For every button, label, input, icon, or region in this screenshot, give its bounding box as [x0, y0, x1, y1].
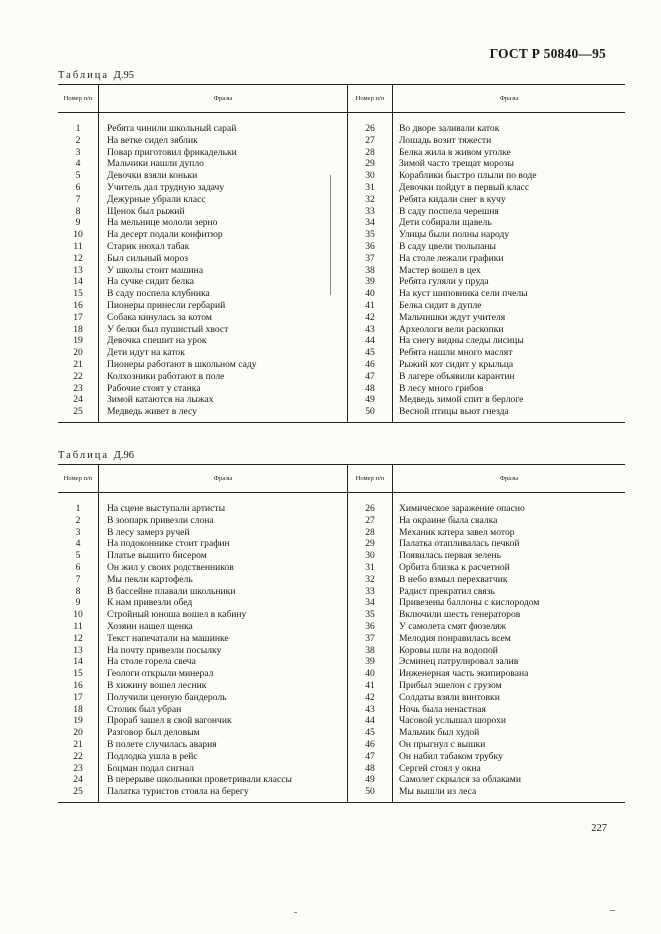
- phrase-text: Разговор был деловым: [99, 727, 348, 739]
- phrase-text: Радист прекратил связь: [399, 585, 495, 597]
- table-row: [58, 751, 625, 763]
- row-number: 12: [58, 633, 99, 645]
- table-row: [58, 692, 625, 704]
- row-number: 29: [348, 538, 393, 550]
- row-number: 34: [348, 597, 393, 609]
- phrase-text: Инженерная часть экипирована: [399, 668, 529, 680]
- row-number: 24: [58, 774, 99, 786]
- row-number: 1: [58, 123, 99, 135]
- row-number: 32: [348, 194, 393, 206]
- phrase-text: В лесу много грибов: [399, 382, 484, 394]
- row-number: 31: [348, 562, 393, 574]
- row-number: 21: [58, 359, 99, 371]
- column-header-phrases: Фразы: [99, 85, 348, 113]
- phrase-text: В небо взмыл перехватчик: [399, 573, 508, 585]
- table-row: [58, 739, 625, 751]
- phrase-text: В саду цвели тюльпаны: [399, 240, 496, 252]
- row-number: 27: [348, 515, 393, 527]
- table-row: [58, 265, 625, 277]
- phrase-text: Коровы шли на водопой: [399, 644, 498, 656]
- phrase-text: В саду поспела черешня: [399, 205, 499, 217]
- table-row: [58, 574, 625, 586]
- phrase-text: У школы стоит машина: [99, 265, 348, 277]
- row-number: 35: [348, 229, 393, 241]
- row-number: 30: [348, 550, 393, 562]
- row-number: 25: [58, 786, 99, 802]
- row-number: 15: [58, 668, 99, 680]
- table-row: [58, 206, 625, 218]
- phrase-text: Во дворе заливали каток: [399, 123, 500, 134]
- row-number: 27: [348, 135, 393, 147]
- row-number: 28: [348, 147, 393, 159]
- row-number: 19: [58, 335, 99, 347]
- row-number: 14: [58, 276, 99, 288]
- row-number: 11: [58, 621, 99, 633]
- spacer-cell: [348, 113, 393, 124]
- phrase-text: Мы пекли картофель: [99, 574, 348, 586]
- phrase-text: На ветке сидел зяблик: [99, 135, 348, 147]
- column-header-number: Номер п/п: [58, 85, 99, 113]
- phrase-text: Медведь зимой спит в берлоге: [399, 394, 524, 406]
- table-row: [58, 774, 625, 786]
- row-number: 1: [58, 503, 99, 515]
- phrase-text: На сучке сидит белка: [99, 276, 348, 288]
- row-number: 3: [58, 147, 99, 159]
- table-row: [58, 597, 625, 609]
- table-row: [58, 170, 625, 182]
- phrase-text: Щенок был рыжий: [99, 206, 348, 218]
- row-number: 26: [348, 123, 393, 135]
- row-number: 23: [58, 383, 99, 395]
- row-number: 18: [58, 704, 99, 716]
- phrase-text: Дети собирали щавель: [399, 217, 492, 229]
- phrase-text: Боцман подал сигнал: [99, 763, 348, 775]
- row-number: 45: [348, 347, 393, 359]
- phrase-text: На мельнице мололи зерно: [99, 217, 348, 229]
- phrase-text: Дети идут на каток: [99, 347, 348, 359]
- phrase-text: Привезены баллоны с кислородом: [399, 597, 540, 609]
- spacer-cell: [58, 113, 99, 124]
- row-number: 17: [58, 312, 99, 324]
- phrase-text: Столик был убран: [99, 704, 348, 716]
- table-row: [58, 406, 625, 422]
- table-row: [58, 527, 625, 539]
- row-number: 2: [58, 135, 99, 147]
- table-row: [58, 383, 625, 395]
- table-row: [58, 704, 625, 716]
- phrase-text: У белки был пушистый хвост: [99, 324, 348, 336]
- document-standard-code: ГОСТ Р 50840—95: [489, 46, 606, 61]
- column-header-number: Номер п/п: [58, 465, 99, 493]
- phrase-text: Орбита близка к расчетной: [399, 561, 510, 573]
- page-number: 227: [591, 823, 607, 834]
- phrase-text: Учитель дал трудную задачу: [99, 182, 348, 194]
- table-row: [58, 135, 625, 147]
- row-number: 50: [348, 786, 393, 802]
- row-number: 9: [58, 597, 99, 609]
- row-number: 16: [58, 300, 99, 312]
- row-number: 46: [348, 359, 393, 371]
- phrase-text: Он набил табаком трубку: [399, 750, 503, 762]
- row-number: 39: [348, 656, 393, 668]
- table-header-row: [58, 85, 625, 113]
- phrase-text: Прибыл эшелон с грузом: [399, 679, 502, 691]
- scan-artifact-line: [330, 175, 331, 295]
- phrase-text: В лагере объявили карантин: [399, 370, 515, 382]
- table-row: [58, 562, 625, 574]
- table-row: [58, 300, 625, 312]
- row-number: 18: [58, 324, 99, 336]
- row-number: 34: [348, 217, 393, 229]
- table-row: [58, 668, 625, 680]
- phrase-text: Эсминец патрулировал залив: [399, 656, 519, 668]
- row-number: 42: [348, 312, 393, 324]
- row-number: 46: [348, 739, 393, 751]
- table-row: [58, 680, 625, 692]
- phrase-text: На десерт подали конфитюр: [99, 229, 348, 241]
- row-number: 39: [348, 276, 393, 288]
- row-number: 26: [348, 503, 393, 515]
- phrase-text: Он прыгнул с вышки: [399, 738, 486, 750]
- phrase-text: Палатка отапливалась печкой: [399, 538, 520, 550]
- row-number: 16: [58, 680, 99, 692]
- column-header-phrases: Фразы: [393, 465, 626, 493]
- spacer-cell: [393, 113, 626, 124]
- phrase-text: Дежурные убрали класс: [99, 194, 348, 206]
- table-row: [58, 147, 625, 159]
- phrase-text: Кораблики быстро плыли по воде: [399, 170, 537, 182]
- table-row: [58, 335, 625, 347]
- row-number: 43: [348, 324, 393, 336]
- row-number: 25: [58, 406, 99, 422]
- table-caption: [58, 450, 134, 461]
- row-number: 8: [58, 206, 99, 218]
- row-number: 8: [58, 586, 99, 598]
- row-number: 49: [348, 394, 393, 406]
- phrase-text: Колхозники работают в поле: [99, 371, 348, 383]
- row-number: 44: [348, 715, 393, 727]
- phrase-text: Повар приготовил фрикадельки: [99, 147, 348, 159]
- row-number: 38: [348, 265, 393, 277]
- phrase-text: Белка сидит в дупле: [399, 299, 482, 311]
- row-number: 11: [58, 241, 99, 253]
- table-caption-number: Д.96: [113, 450, 134, 461]
- table-row: [58, 229, 625, 241]
- phrase-text: Пионеры принесли гербарий: [99, 300, 348, 312]
- spacer-cell: [58, 493, 99, 504]
- phrase-text: Собака кинулась за котом: [99, 312, 348, 324]
- table-row: [58, 276, 625, 288]
- row-number: 23: [58, 763, 99, 775]
- table-row: [58, 253, 625, 265]
- row-number: 30: [348, 170, 393, 182]
- row-number: 49: [348, 774, 393, 786]
- row-number: 24: [58, 394, 99, 406]
- phrase-text: Появилась первая зелень: [399, 550, 501, 562]
- table-row: [58, 727, 625, 739]
- phrase-text: Зимой катаются на лыжах: [99, 394, 348, 406]
- table-row: [58, 633, 625, 645]
- phrase-text: Текст напечатали на машинке: [99, 633, 348, 645]
- row-number: 19: [58, 715, 99, 727]
- row-number: 5: [58, 550, 99, 562]
- row-number: 15: [58, 288, 99, 300]
- phrase-text: В полете случилась авария: [99, 739, 348, 751]
- table-row: [58, 503, 625, 515]
- phrase-text: В хижину вошел лесник: [99, 680, 348, 692]
- column-header-phrases: Фразы: [99, 465, 348, 493]
- row-number: 10: [58, 229, 99, 241]
- row-number: 6: [58, 562, 99, 574]
- table-row: [58, 182, 625, 194]
- table-row: [58, 645, 625, 657]
- table-row: [58, 371, 625, 383]
- row-number: 5: [58, 170, 99, 182]
- row-number: 20: [58, 347, 99, 359]
- row-number: 45: [348, 727, 393, 739]
- phrase-text: Самолет скрылся за облаками: [399, 774, 521, 786]
- phrase-text: На окраине была свалка: [399, 514, 498, 526]
- phrase-text: Получили ценную бандероль: [99, 692, 348, 704]
- phrase-table: [58, 84, 625, 423]
- table-spacer-row: [58, 493, 625, 504]
- row-number: 22: [58, 371, 99, 383]
- phrase-text: Был сильный мороз: [99, 253, 348, 265]
- phrase-text: Ребята нашли много маслят: [399, 347, 513, 359]
- phrase-text: Весной птицы вьют гнезда: [393, 406, 626, 422]
- phrase-text: Прораб зашел в свой вагончик: [99, 715, 348, 727]
- row-number: 44: [348, 335, 393, 347]
- phrase-text: Пионеры работают в школьном саду: [99, 359, 348, 371]
- spacer-cell: [99, 493, 348, 504]
- phrase-text: Старик нюхал табак: [99, 241, 348, 253]
- row-number: 13: [58, 645, 99, 657]
- phrase-text: На снегу видны следы лисицы: [399, 335, 524, 347]
- table-row: [58, 763, 625, 775]
- phrase-text: Ребята кидали снег в кучу: [399, 193, 506, 205]
- table-row: [58, 538, 625, 550]
- table-row: [58, 123, 625, 135]
- table-row: [58, 515, 625, 527]
- row-number: 33: [348, 586, 393, 598]
- row-number: 6: [58, 182, 99, 194]
- phrase-text: Мальчики нашли дупло: [99, 158, 348, 170]
- phrase-text: Часовой услышал шорохи: [399, 715, 507, 727]
- column-header-number: Номер п/п: [348, 85, 393, 113]
- phrase-text: Зимой часто трещат морозы: [399, 158, 514, 170]
- phrase-text: В саду поспела клубника: [99, 288, 348, 300]
- phrase-text: Девочки взяли коньки: [99, 170, 348, 182]
- row-number: 20: [58, 727, 99, 739]
- phrase-text: В бассейне плавали школьники: [99, 586, 348, 598]
- phrase-text: В перерыве школьники проветривали классы: [99, 774, 348, 786]
- phrase-text: В зоопарк привезли слона: [99, 515, 348, 527]
- phrase-text: Мальчик был худой: [399, 727, 480, 739]
- row-number: 14: [58, 656, 99, 668]
- spacer-cell: [348, 493, 393, 504]
- phrase-text: К нам привезли обед: [99, 597, 348, 609]
- row-number: 36: [348, 241, 393, 253]
- scan-artifact-dot: [294, 912, 297, 913]
- phrase-text: У самолета смят фюзеляж: [399, 620, 507, 632]
- spacer-cell: [99, 113, 348, 124]
- spacer-cell: [393, 493, 626, 504]
- phrase-text: Сергей стоял у окна: [399, 762, 481, 774]
- table-row: [58, 347, 625, 359]
- phrase-text: Медведь живет в лесу: [99, 406, 348, 422]
- phrase-text: Платье вышито бисером: [99, 550, 348, 562]
- row-number: 2: [58, 515, 99, 527]
- row-number: 4: [58, 538, 99, 550]
- row-number: 40: [348, 668, 393, 680]
- row-number: 3: [58, 527, 99, 539]
- row-number: 37: [348, 253, 393, 265]
- phrase-text: Мелодия понравилась всем: [399, 632, 511, 644]
- row-number: 13: [58, 265, 99, 277]
- phrase-text: Девочки пойдут в первый класс: [399, 181, 530, 193]
- row-number: 22: [58, 751, 99, 763]
- table-header-row: [58, 465, 625, 493]
- row-number: 21: [58, 739, 99, 751]
- row-number: 10: [58, 609, 99, 621]
- row-number: 50: [348, 406, 393, 422]
- row-number: 43: [348, 704, 393, 716]
- table-row: [58, 324, 625, 336]
- row-number: 35: [348, 609, 393, 621]
- phrase-text: На почту привезли посылку: [99, 645, 348, 657]
- row-number: 28: [348, 527, 393, 539]
- table-row: [58, 786, 625, 802]
- row-number: 36: [348, 621, 393, 633]
- row-number: 48: [348, 763, 393, 775]
- phrase-text: Археологи вели раскопки: [399, 323, 504, 335]
- row-number: 42: [348, 692, 393, 704]
- row-number: 41: [348, 680, 393, 692]
- row-number: 41: [348, 300, 393, 312]
- phrase-text: Включили шесть генераторов: [399, 609, 521, 621]
- scan-artifact-dot: [610, 910, 615, 911]
- phrase-text: Мы вышли из леса: [393, 786, 626, 802]
- phrase-text: Девочка спешит на урок: [99, 335, 348, 347]
- table-row: [58, 586, 625, 598]
- phrase-text: Рабочие стоят у станка: [99, 383, 348, 395]
- table-row: [58, 194, 625, 206]
- phrase-text: На столе горела свеча: [99, 656, 348, 668]
- phrase-text: Стройный юноша вошел в кабину: [99, 609, 348, 621]
- phrase-text: Рыжий кот сидит у крыльца: [399, 358, 514, 370]
- phrase-text: Палатка туристов стояла на берегу: [99, 786, 348, 802]
- table-caption-word: Таблица: [58, 450, 110, 461]
- row-number: 47: [348, 751, 393, 763]
- table-row: [58, 217, 625, 229]
- table-row: [58, 241, 625, 253]
- phrase-text: Химическое заражение опасно: [399, 503, 525, 514]
- row-number: 40: [348, 288, 393, 300]
- row-number: 29: [348, 158, 393, 170]
- phrase-text: Подлодка ушла в рейс: [99, 751, 348, 763]
- row-number: 47: [348, 371, 393, 383]
- row-number: 9: [58, 217, 99, 229]
- phrase-text: На куст шиповника сели пчелы: [399, 288, 528, 300]
- table-row: [58, 609, 625, 621]
- row-number: 17: [58, 692, 99, 704]
- table-row: [58, 656, 625, 668]
- row-number: 12: [58, 253, 99, 265]
- table-caption-word: Таблица: [58, 70, 110, 81]
- table-row: [58, 715, 625, 727]
- table-row: [58, 550, 625, 562]
- table-spacer-row: [58, 113, 625, 124]
- phrase-text: Мастер вошел в цех: [399, 264, 481, 276]
- table-row: [58, 359, 625, 371]
- row-number: 31: [348, 182, 393, 194]
- table-row: [58, 288, 625, 300]
- phrase-text: Он жил у своих родственников: [99, 562, 348, 574]
- row-number: 7: [58, 194, 99, 206]
- table-row: [58, 158, 625, 170]
- phrase-text: Хозяин нашел щенка: [99, 621, 348, 633]
- phrase-text: Мальчишки ждут учителя: [399, 311, 506, 323]
- phrase-text: На сцене выступали артисты: [99, 503, 348, 515]
- phrase-text: Ночь была ненастная: [399, 703, 486, 715]
- phrase-text: Белка жила в живом уголке: [399, 146, 511, 158]
- phrase-table: [58, 464, 625, 803]
- phrase-text: Солдаты взяли винтовки: [399, 691, 500, 703]
- table-row: [58, 394, 625, 406]
- row-number: 37: [348, 633, 393, 645]
- phrase-text: Лошадь возит тяжести: [399, 134, 492, 146]
- row-number: 38: [348, 645, 393, 657]
- phrase-text: На столе лежали графики: [399, 252, 504, 264]
- table-row: [58, 312, 625, 324]
- phrase-text: Ребята чинили школьный сарай: [99, 123, 348, 135]
- row-number: 32: [348, 574, 393, 586]
- row-number: 48: [348, 383, 393, 395]
- table-caption: [58, 70, 134, 81]
- row-number: 4: [58, 158, 99, 170]
- phrase-text: На подоконнике стоит графин: [99, 538, 348, 550]
- column-header-number: Номер п/п: [348, 465, 393, 493]
- phrase-text: Улицы были полны народу: [399, 229, 510, 241]
- row-number: 7: [58, 574, 99, 586]
- table-caption-number: Д.95: [113, 70, 134, 81]
- phrase-text: Механик катера завел мотор: [399, 526, 515, 538]
- column-header-phrases: Фразы: [393, 85, 626, 113]
- phrase-text: В лесу замерз ручей: [99, 527, 348, 539]
- table-row: [58, 621, 625, 633]
- phrase-text: Ребята гуляли у пруда: [399, 276, 489, 288]
- row-number: 33: [348, 206, 393, 218]
- phrase-text: Геологи открыли минерал: [99, 668, 348, 680]
